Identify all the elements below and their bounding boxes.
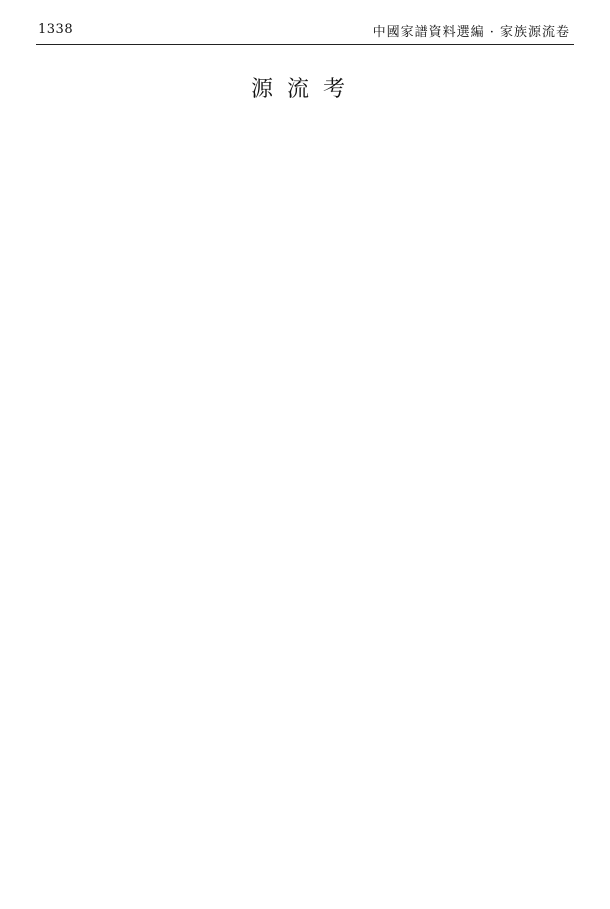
page-number: 1338 bbox=[38, 22, 74, 37]
running-title: 中國家譜資料選編 · 家族源流卷 bbox=[372, 25, 570, 40]
body-text bbox=[60, 122, 562, 885]
section-title: 源流考 bbox=[250, 77, 359, 102]
header-rule bbox=[36, 44, 574, 45]
page-header bbox=[0, 0, 610, 46]
